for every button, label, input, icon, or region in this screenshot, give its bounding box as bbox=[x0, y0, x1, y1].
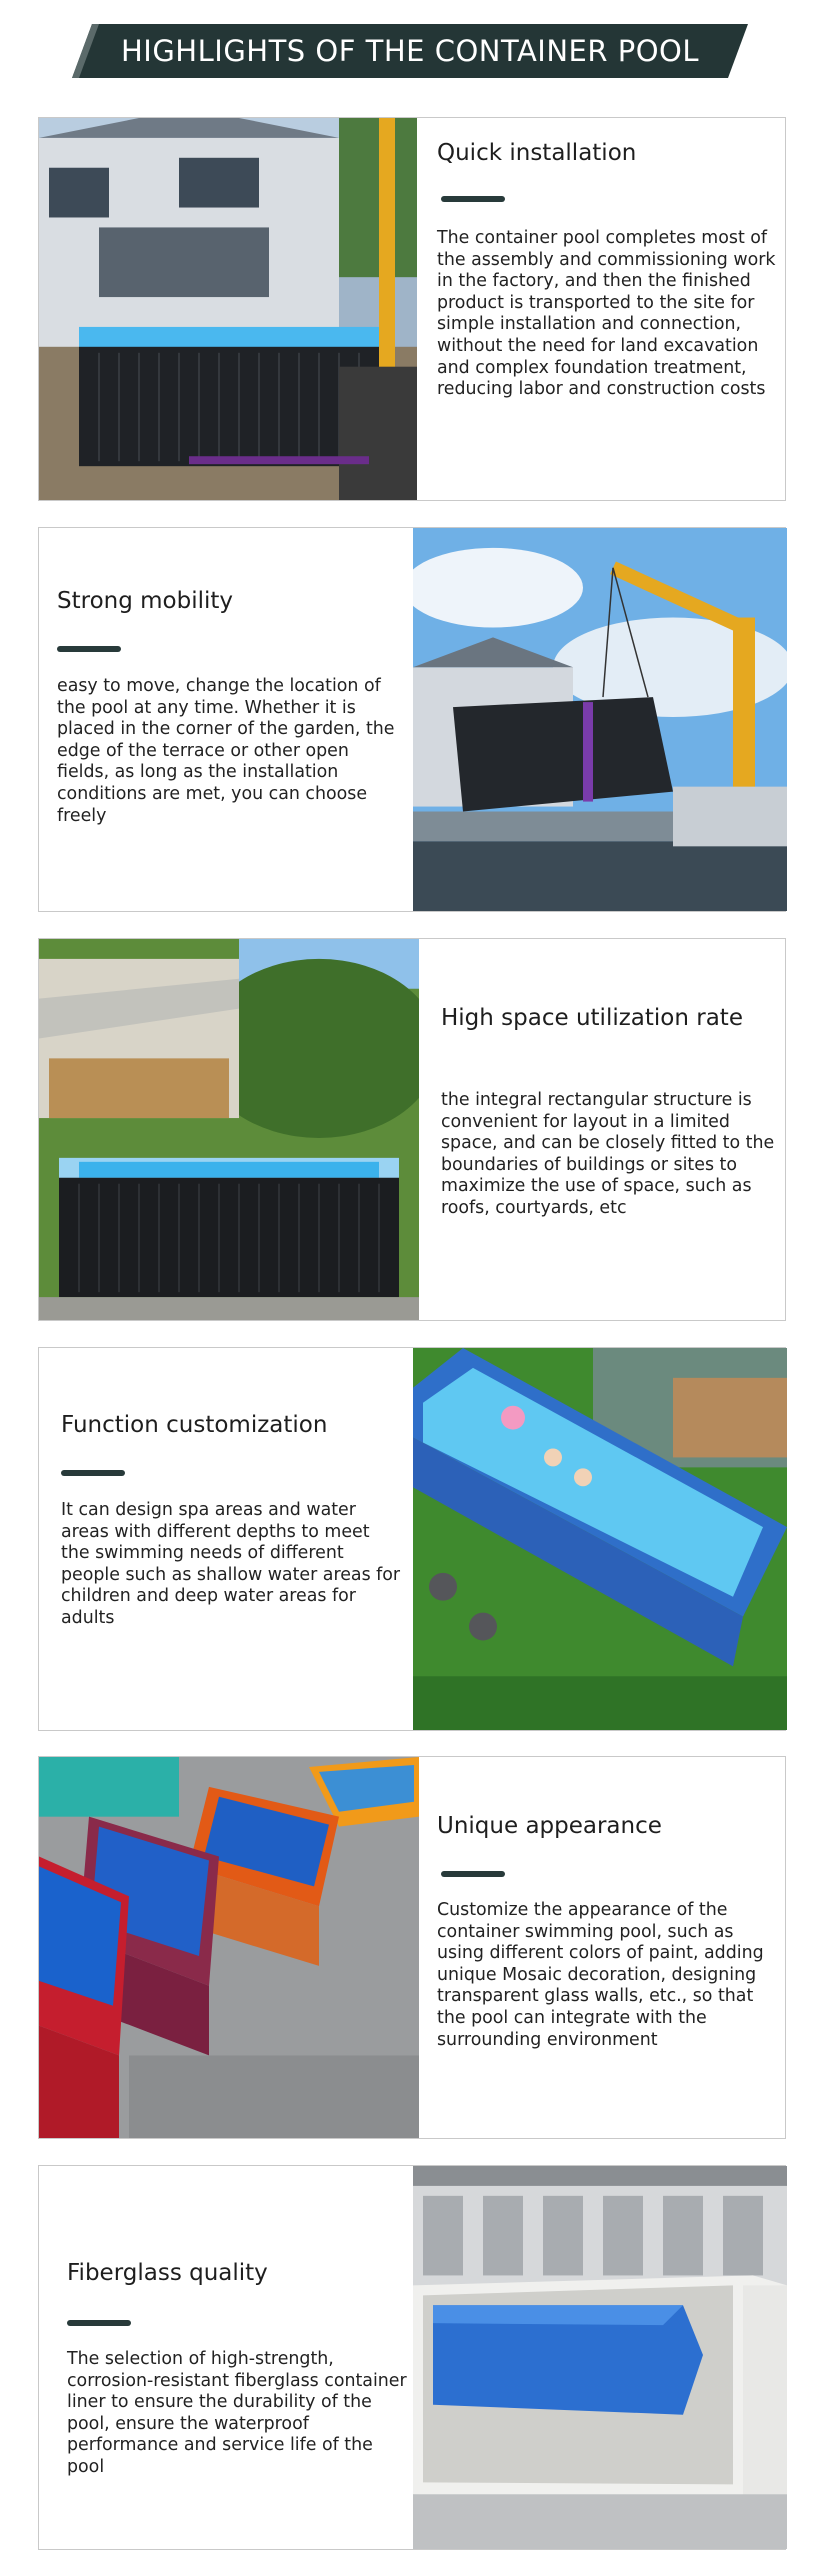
section-body: the integral rectangular structure is convenient for layout in a limited space, and can be closely fitted to the boundaries of buildings or sites to maximize the use of space, such as roofs, courtyards, etc bbox=[441, 1090, 775, 1218]
section-heading: Unique appearance bbox=[437, 1813, 662, 1839]
heading-underline bbox=[441, 196, 505, 202]
heading-underline bbox=[61, 1470, 125, 1476]
section-body: It can design spa areas and water areas with different depths to meet the swimming needs of different people such as shallow water areas for children and deep water areas for adults bbox=[61, 1500, 401, 1628]
heading-underline bbox=[67, 2320, 131, 2326]
section-heading: Strong mobility bbox=[57, 588, 234, 614]
page-title: HIGHLIGHTS OF THE CONTAINER POOL bbox=[120, 34, 700, 68]
colorful-container-pools-photo bbox=[39, 1757, 419, 2138]
section-heading: Fiberglass quality bbox=[67, 2260, 268, 2286]
section-function-customization bbox=[38, 1347, 786, 1731]
section-text bbox=[39, 1348, 413, 1730]
section-body: The container pool completes most of the assembly and commissioning work in the factory, and then the finished product is transported to the site for simple installation and connection, without the need for land excavation and complex foundation treatment, reducing labor and construction costs bbox=[437, 228, 776, 400]
heading-underline bbox=[57, 646, 121, 652]
section-strong-mobility bbox=[38, 527, 786, 912]
section-heading: Function customization bbox=[61, 1412, 328, 1438]
section-text bbox=[417, 118, 787, 500]
aerial-pool-party-photo bbox=[413, 1348, 787, 1730]
hillside-container-pool-photo bbox=[39, 939, 419, 1320]
section-body: Customize the appearance of the container swimming pool, such as using different colors of paint, adding unique Mosaic decoration, designing transparent glass walls, etc., so that the pool can integrate with the surrounding environment bbox=[437, 1900, 764, 2050]
section-text bbox=[419, 939, 787, 1320]
section-body: easy to move, change the location of the pool at any time. Whether it is placed in the corner of the garden, the edge of the terrace or other open fields, as long as the installation conditions are met, you can choose freely bbox=[57, 676, 395, 826]
fiberglass-liner-factory-photo bbox=[413, 2166, 787, 2549]
heading-underline bbox=[441, 1871, 505, 1877]
section-text bbox=[419, 1757, 787, 2138]
section-quick-installation bbox=[38, 117, 786, 501]
section-heading: Quick installation bbox=[437, 140, 637, 166]
header-banner bbox=[72, 24, 748, 78]
section-text bbox=[39, 528, 413, 911]
container-pool-house-photo bbox=[39, 118, 417, 500]
crane-lifting-container-photo bbox=[413, 528, 787, 911]
section-unique-appearance bbox=[38, 1756, 786, 2139]
section-heading: High space utilization rate bbox=[441, 1005, 743, 1031]
section-body: The selection of high-strength, corrosion-resistant fiberglass container liner to ensure the durability of the pool, ensure the waterproof performance and service life of the pool bbox=[67, 2349, 407, 2477]
section-high-space-utilization bbox=[38, 938, 786, 1321]
section-fiberglass-quality bbox=[38, 2165, 786, 2550]
section-text bbox=[39, 2166, 413, 2549]
